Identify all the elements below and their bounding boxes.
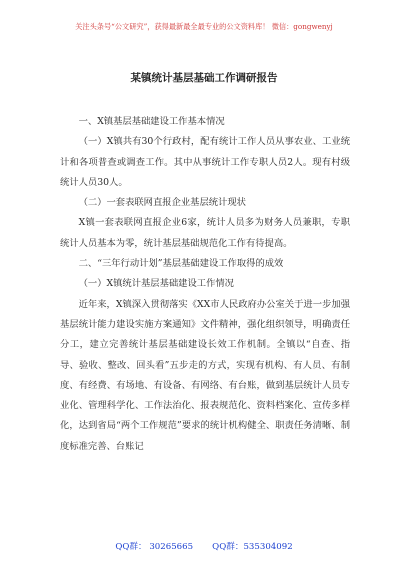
document-body [60,112,350,457]
body-paragraph: （一）X镇共有30个行政村，配有统计工作人员从事农业、工业统计和各项普查或调查工作。其中从事统计工作专职人员2人。现有村级统计人员30人。 [60,136,350,188]
section-heading: 二、“三年行动计划”基层基础建设工作取得的成效 [78,258,284,270]
body-paragraph: 近年来，X镇深入贯彻落实《XX市人民政府办公室关于进一步加强基层统计能力建设实施方案通知》文件精神，强化组织领导，明确责任分工，建立完善统计基层基础建设长效工作机制。全镇以“自查、指导、验收、整改、回头看”五步走的方式，实现有机构、有人员、有制度、有经费、有场地、有设备、有网络、有台账，做到基层统计人员专业化、管理科学化、工作法治化、报表规范化、资料档案化、宣传多样化，达到省局“两个工作规范”要求的统计机构健全、职责任务清晰、制度标准完善、台账记 [60,298,350,452]
document-title: 某镇统计基层基础工作调研报告 [130,72,278,84]
qq-group-footer: QQ群： 30265665 QQ群：535304092 [115,542,293,552]
subsection-heading: （二）一套表联网直报企业基层统计现状 [78,197,246,209]
promo-banner: 关注头条号“公文研究”，获得最新最全最专业的公文资料库！ 微信：gongwenyj [75,22,333,31]
subsection-heading: （一）X镇统计基层基础建设工作情况 [78,278,234,290]
section-heading: 一、X镇基层基础建设工作基本情况 [78,116,225,127]
body-paragraph: X镇一套表联网直报企业6家，统计人员多为财务人员兼职，专职统计人员基本为零，统计基层基础规范化工作有待提高。 [60,217,350,249]
